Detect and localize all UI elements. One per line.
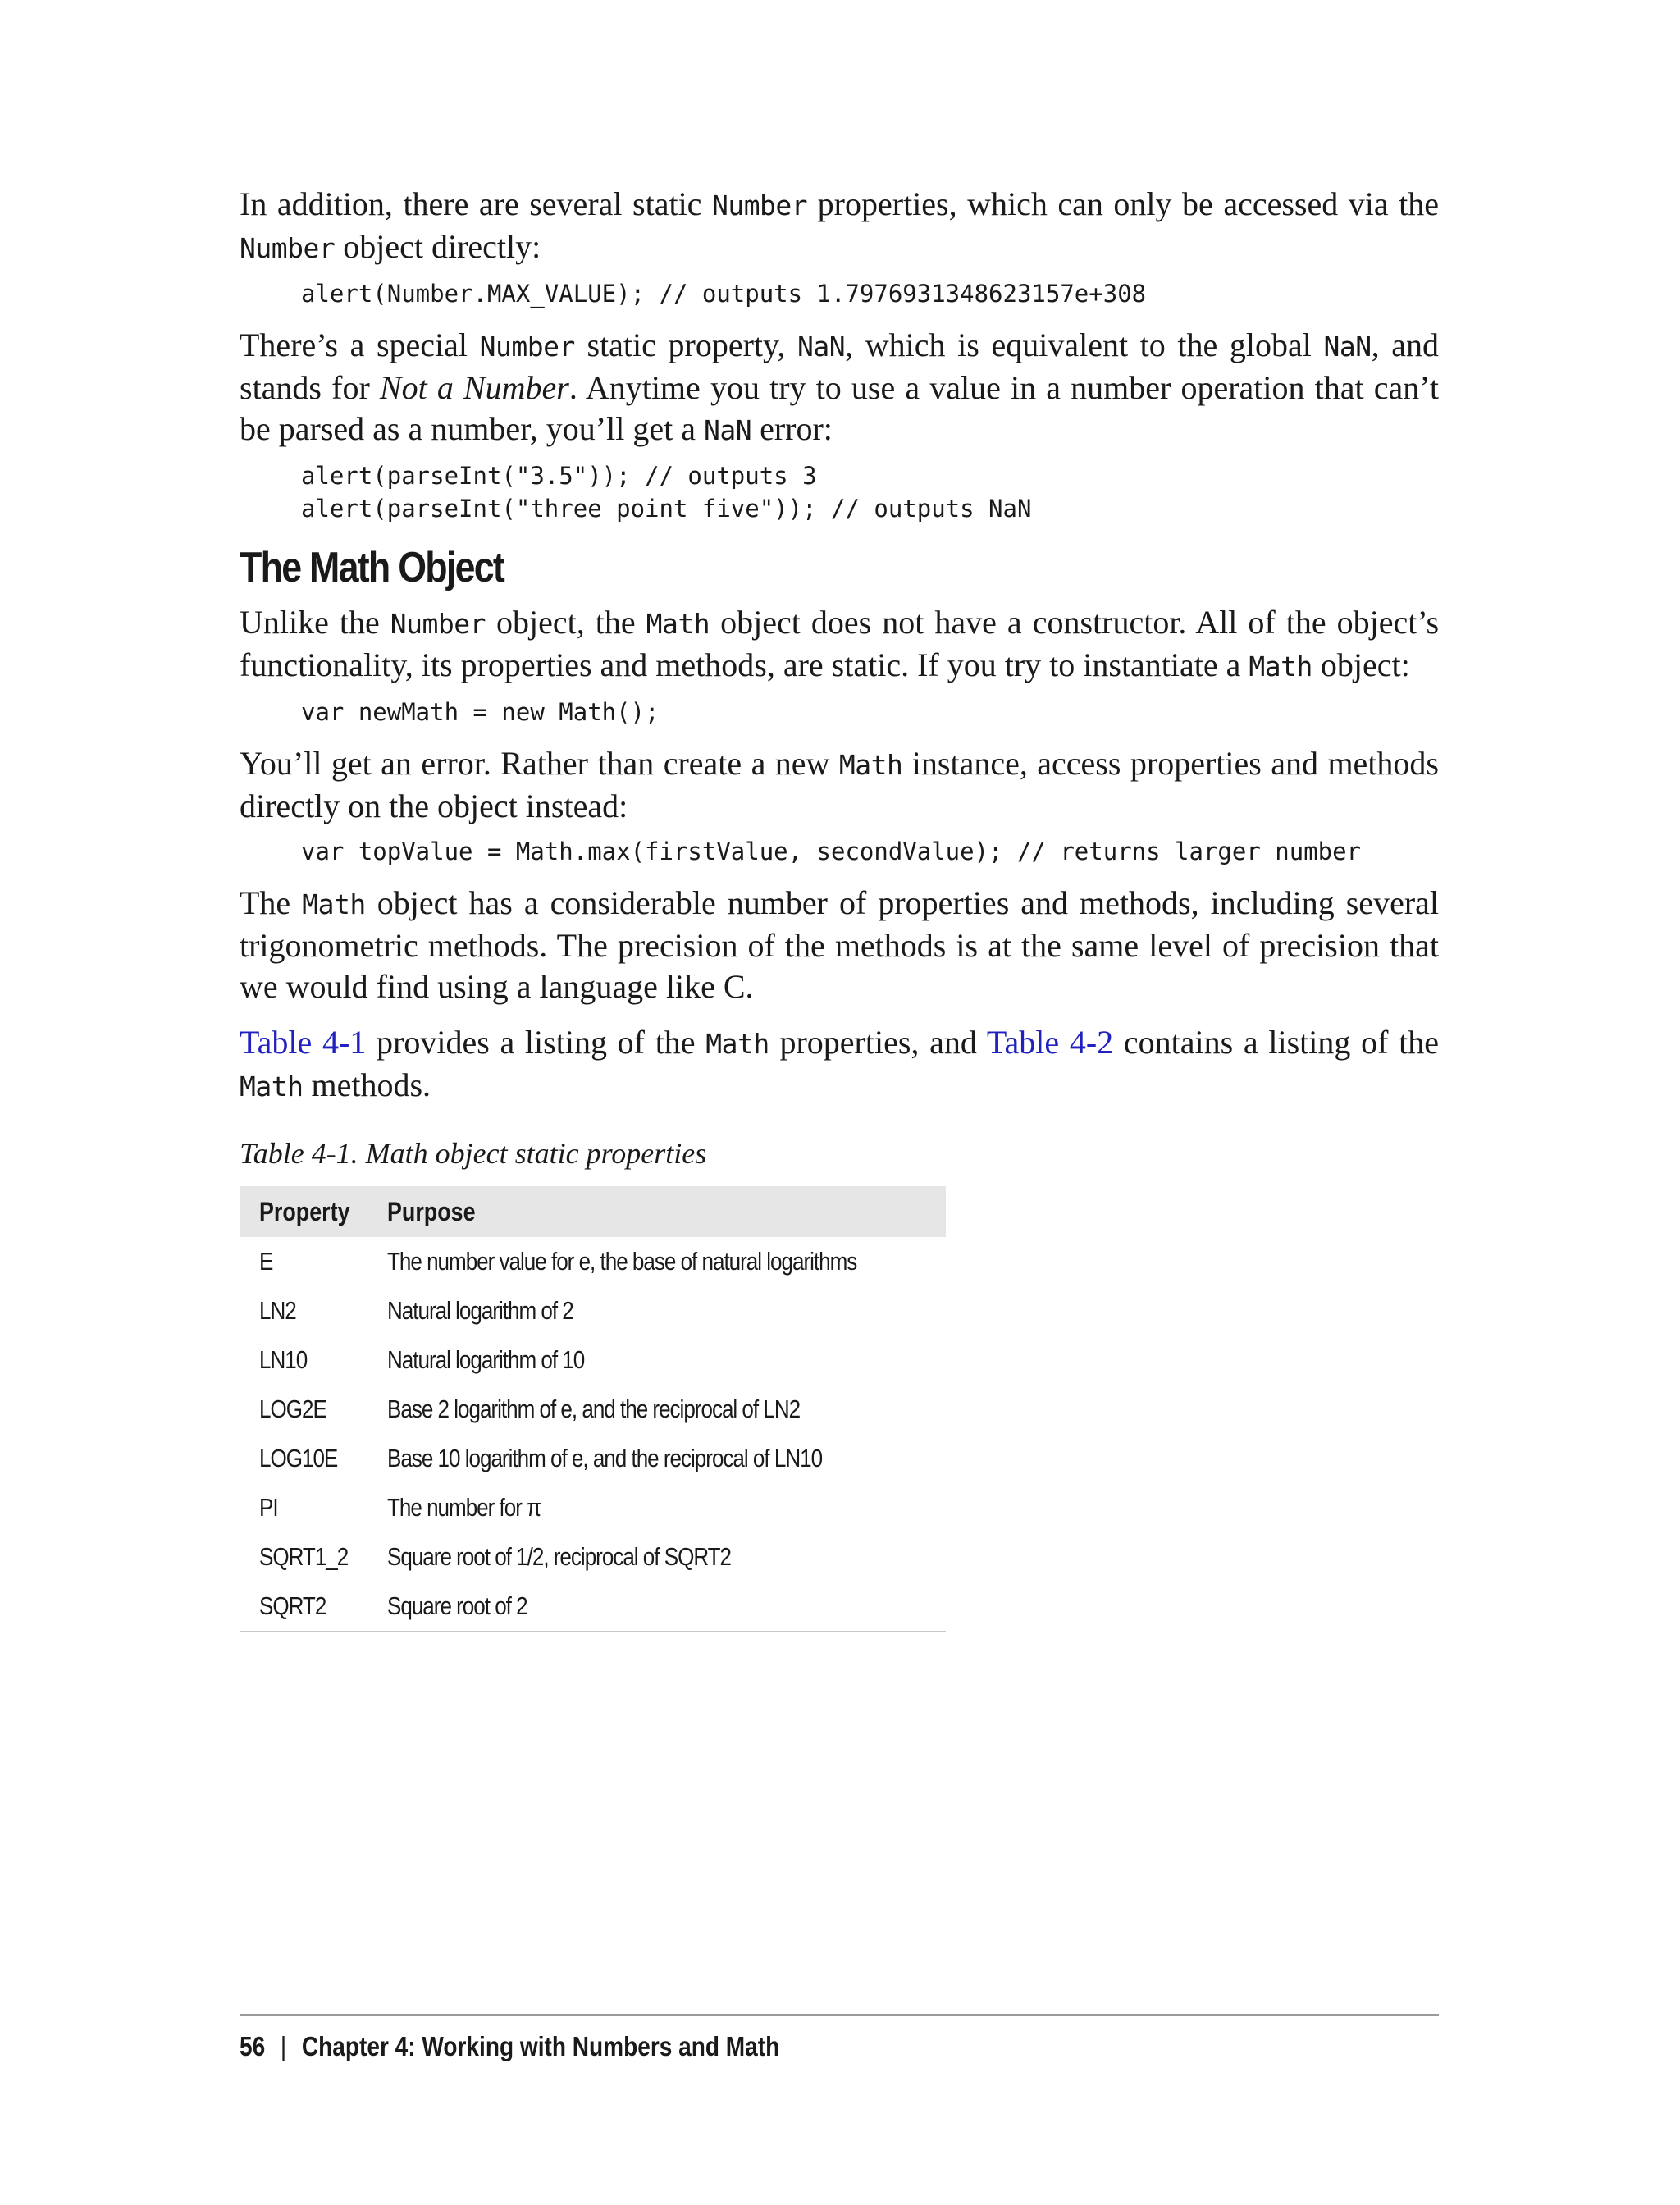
inline-code: Number <box>390 608 486 640</box>
page-content <box>240 172 1439 1632</box>
purpose-cell: Square root of 2 <box>368 1582 946 1632</box>
section-heading: The Math Object <box>240 544 504 591</box>
code-block-math-max: var topValue = Math.max(firstValue, secondValue); // returns larger number <box>301 838 1362 865</box>
footer-separator: | <box>280 2031 287 2061</box>
property-cell: PI <box>259 1493 278 1522</box>
table-row <box>240 1237 946 1286</box>
table-4-2-link[interactable]: Table 4-2 <box>986 1024 1114 1061</box>
table-row <box>240 1532 946 1582</box>
property-cell: SQRT2 <box>240 1582 368 1632</box>
purpose-cell: Natural logarithm of 2 <box>386 1296 573 1325</box>
inline-code: NaN <box>1323 331 1372 363</box>
inline-code: Math <box>838 749 903 781</box>
code-line: alert(parseInt("three point five")); // outputs NaN <box>301 495 1032 523</box>
property-cell: E <box>259 1247 273 1276</box>
table-4-1-link[interactable]: Table 4-1 <box>240 1024 367 1061</box>
intro-paragraph: In addition, there are several static Number properties, which can only be accessed via the Number object directly: <box>240 185 1439 265</box>
inline-code: Math <box>646 608 710 640</box>
purpose-cell: Base 2 logarithm of e, and the reciprocal of LN2 <box>386 1395 800 1423</box>
purpose-cell: Natural logarithm of 10 <box>386 1345 584 1374</box>
emphasis-text: Not a Number <box>379 369 569 406</box>
property-cell: LN10 <box>259 1345 308 1374</box>
property-cell: SQRT1_2 <box>259 1542 349 1571</box>
math-paragraph-error: You’ll get an error. Rather than create a new Math instance, access properties and methods directly on the object instead: <box>240 745 1439 824</box>
table-row <box>240 1385 946 1434</box>
page-footer <box>240 2026 779 2067</box>
math-properties-table <box>240 1186 946 1632</box>
table-header-property: Property <box>240 1186 368 1237</box>
nan-paragraph: There’s a special Number static property, NaN, which is equivalent to the global NaN, and stands for Not a Number. Anytime you try to use a value in a number operation that can’t be parsed as a number, you’ll get a NaN error: <box>240 326 1440 447</box>
code-block-max-value: alert(Number.MAX_VALUE); // outputs 1.7976931348623157e+308 <box>301 280 1147 308</box>
table-row <box>240 1335 946 1385</box>
table-row <box>240 1483 946 1532</box>
code-block-new-math: var newMath = new Math(); <box>301 698 660 726</box>
code-block-parseint <box>240 459 1439 525</box>
inline-code: Math <box>240 1071 304 1102</box>
table-header-row <box>240 1186 946 1237</box>
table-header-purpose: Purpose <box>368 1186 946 1237</box>
purpose-cell: Base 10 logarithm of e, and the reciprocal of LN10 <box>386 1444 822 1472</box>
property-cell: LOG2E <box>259 1395 326 1423</box>
property-cell: LN2 <box>259 1296 296 1325</box>
inline-code: Number <box>479 331 575 363</box>
inline-code: NaN <box>703 414 752 446</box>
inline-code: Math <box>1249 651 1312 682</box>
code-line: alert(parseInt("3.5")); // outputs 3 <box>301 462 817 490</box>
purpose-cell: Square root of 1/2, reciprocal of SQRT2 <box>386 1542 731 1571</box>
table-caption: Table 4-1. Math object static properties <box>240 1137 707 1170</box>
table-row <box>240 1286 946 1335</box>
math-paragraph-constructor: Unlike the Number object, the Math object does not have a constructor. All of the object’s functionality, its properties and methods, are static. If you try to instantiate a Math object: <box>240 604 1440 683</box>
inline-code: Math <box>705 1028 769 1060</box>
property-cell: LOG10E <box>259 1444 338 1472</box>
purpose-cell: The number for π <box>386 1493 541 1522</box>
math-paragraph-tables: Table 4-1 provides a listing of the Math properties, and Table 4-2 contains a listing of the Math methods. <box>240 1024 1439 1103</box>
footer-divider <box>240 2014 1439 2016</box>
inline-code: Number <box>711 189 808 221</box>
table-row <box>240 1582 946 1632</box>
chapter-title: Chapter 4: Working with Numbers and Math <box>301 2031 780 2061</box>
math-paragraph-methods: The Math object has a considerable number of properties and methods, including several trigonometric methods. The precision of the methods is at the same level of precision that we would find using a language like C. <box>240 884 1440 1005</box>
table-row <box>240 1434 946 1483</box>
purpose-cell: The number value for e, the base of natural logarithms <box>386 1247 856 1276</box>
page-number: 56 <box>240 2031 266 2061</box>
inline-code: Math <box>302 888 366 920</box>
inline-code: Number <box>240 232 336 264</box>
inline-code: NaN <box>797 331 846 363</box>
